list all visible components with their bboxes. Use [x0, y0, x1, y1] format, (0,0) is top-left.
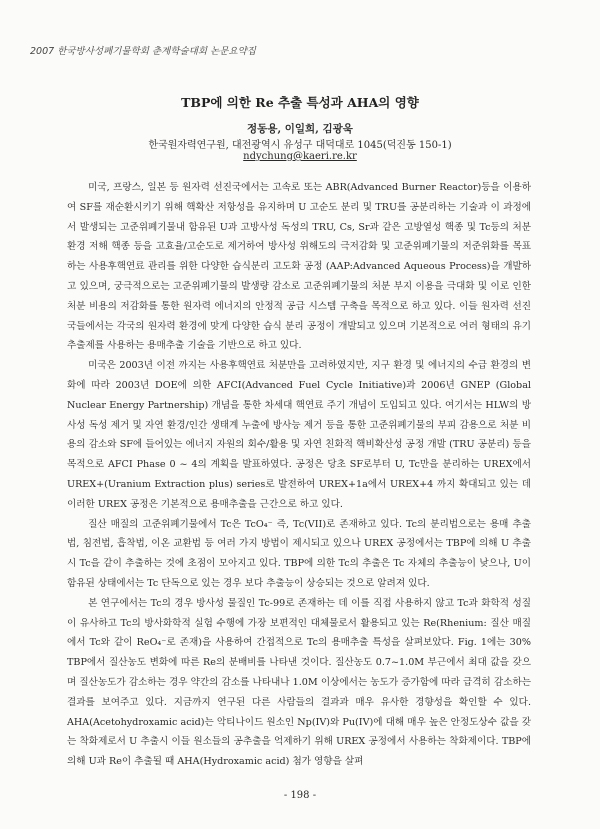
abstract-body	[67, 178, 531, 772]
author-email: ndychung@kaeri.re.kr	[243, 151, 357, 162]
proceedings-header: 2007 한국방사성폐기물학회 춘계학술대회 논문요약집	[30, 46, 256, 57]
paper-title: TBP에 의한 Re 추출 특성과 AHA의 영향	[181, 95, 419, 110]
page-number: - 198 -	[283, 790, 317, 801]
author-affiliation: 한국원자력연구원, 대전광역시 유성구 대덕대로 1045(덕진동 150-1)	[148, 140, 452, 151]
paragraph-1: 미국, 프랑스, 일본 등 원자력 선진국에서는 고속로 또는 ABR(Advanced Burner Reactor)등을 이용하여 SF를 재순환시키기 위해 핵확산 저항성을 유지하며 U 고순도 분리 및 TRU를 공분리하는 기술과 이 과정에서 발생되는 고준위폐기물내 함유된 U과 고방사성 독성의 TRU, Cs, Sr과 같은 고방열성 핵종 및 Tc등의 처분 환경 저해 핵종 등을 고효율/고순도로 제거하여 방사성 위해도의 극저감화 및 고준위폐기물의 저준위화를 목표하는 사용후핵연료 관리를 위한 다양한 습식분리 고도화 공정 (AAP:Advanced Aqueous Process)을 개발하고 있으며, 궁극적으로는 고준위폐기물의 발생량 감소로 고준위폐기물의 처분 부지 이용을 극대화 및 이로 인한 처분 비용의 저감화를 통한 원자력 에너지의 안정적 공급 시스템 구축을 목적으로 하고 있다. 이들 원자력 선진국들에서는 각국의 원자력 환경에 맞게 다양한 습식 분리 공정이 개발되고 있으며 기본적으로 여러 형태의 유기 추출제를 사용하는 용매추출 기술을 기반으로 하고 있다.	[67, 182, 531, 352]
author-list: 정동용, 이일희, 김광욱	[247, 123, 353, 135]
paragraph-4: 본 연구에서는 Tc의 경우 방사성 물질인 Tc-99로 존재하는 데 이를 직접 사용하지 않고 Tc과 화학적 성질이 유사하고 Tc의 방사화학적 실험 수행에 가장 보편적인 대체물로서 활용되고 있는 Re(Rhenium: 질산 매질에서 Tc와 같이 ReO₄⁻로 존재)을 사용하여 간접적으로 Tc의 용매추출 특성을 살펴보았다. Fig. 1에는 30% TBP에서 질산농도 변화에 따른 Re의 분배비를 나타낸 것이다. 질산농도 0.7~1.0M 부근에서 최대 값을 갖으며 질산농도가 감소하는 경우 약간의 감소를 나타내나 1.0M 이상에서는 농도가 증가함에 따라 급격히 감소하는 결과를 보여주고 있다. 지금까지 연구된 다른 사람들의 결과과 매우 유사한 경향성을 확인할 수 있다. AHA(Acetohydroxamic acid)는 악티나이드 원소인 Np(IV)와 Pu(IV)에 대해 매우 높은 안정도상수 값을 갖는 착화제로서 U 추출시 이들 원소들의 공추출을 억제하기 위해 UREX 공정에서 사용하는 착화제이다. TBP에 의해 U과 Re이 추출될 때 AHA(Hydroxamic acid) 첨가 영향을 살펴	[67, 597, 531, 768]
paragraph-3: 질산 매질의 고준위폐기물에서 Tc은 TcO₄⁻ 즉, Tc(VII)로 존재하고 있다. Tc의 분리법으로는 용매 추출법, 침전법, 흡착법, 이온 교환법 등 여러 가지 방법이 제시되고 있으나 UREX 공정에서는 TBP에 의해 U 추출시 Tc을 같이 추출하는 것에 초점이 모아지고 있다. TBP에 의한 Tc의 추출은 Tc 자체의 추출능이 낮으나, U이 함유된 상태에서는 Tc 단독으로 있는 경우 보다 추출능이 상승되는 것으로 알려져 있다.	[67, 518, 531, 589]
paragraph-2: 미국은 2003년 이전 까지는 사용후핵연료 처분만을 고려하였지만, 지구 환경 및 에너지의 수급 환경의 변화에 따라 2003년 DOE에 의한 AFCI(Advanced Fuel Cycle Initiative)과 2006년 GNEP (Global Nuclear Energy Partnership) 개념을 통한 차세대 핵연료 주기 개념이 도입되고 있다. 여기서는 HLW의 방사성 독성 제거 및 자연 환경/인간 생태계 누출에 방사능 제거 등을 통한 고준위폐기물의 부피 감용으로 처분 비용의 감소와 SF에 들어있는 에너지 자원의 회수/활용 및 자연 친화적 핵비확산성 공정 개발 (TRU 공분리) 등을 목적으로 AFCI Phase 0 ~ 4의 계획을 발표하였다. 공정은 당초 SF로부터 U, Tc만을 분리하는 UREX에서 UREX+(Uranium Extraction plus) series로 발전하여 UREX+1a에서 UREX+4 까지 확대되고 있는 데 이러한 UREX 공정은 기본적으로 용매추출을 근간으로 하고 있다.	[67, 360, 531, 510]
